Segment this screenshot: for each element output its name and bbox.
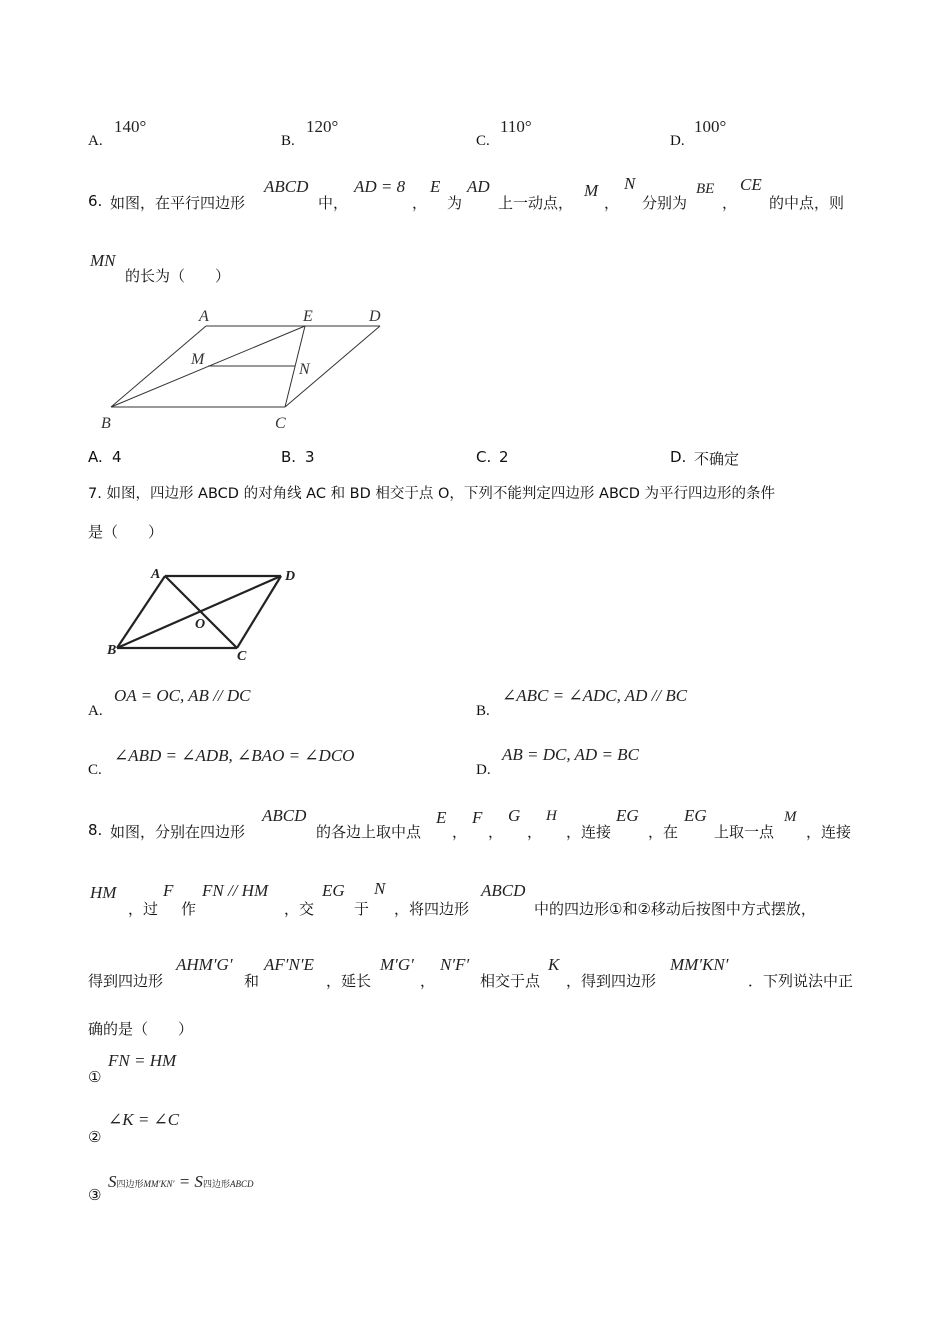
q8-math-k: K [548, 955, 560, 974]
q6-label-n: N [299, 361, 310, 378]
q6-label-c: C [275, 415, 286, 432]
q8-statement-3-sub2: ABCD [229, 1179, 254, 1189]
q8-text-3: ，连接 [566, 823, 612, 841]
q6-math-mn: MN [90, 251, 116, 270]
q8-math-g: G [508, 806, 521, 825]
q8-statement-3-sub2-cn: 四边形 [202, 1180, 230, 1190]
q7-option-d-label: D. [476, 762, 491, 778]
q6-math-e: E [430, 177, 441, 196]
q6-option-d-label: D. [670, 448, 687, 466]
q5-option-b-label: B. [281, 133, 295, 149]
q6-text-7: 分别为 [642, 194, 688, 212]
q7-option-b-value: ∠ABC = ∠ADC, AD // BC [502, 686, 688, 705]
q6-label-b: B [101, 415, 111, 432]
q8-statement-3-sub1-cn: 四边形 [116, 1180, 144, 1190]
q8-comma-2: ， [488, 823, 504, 841]
q6-text-2: 中， [318, 194, 349, 212]
q8-math-fn-parallel-hm: FN // HM [202, 881, 269, 900]
q8-math-e: E [436, 808, 447, 827]
q6-option-d-value: 不确定 [694, 450, 740, 468]
q8-text-11: ，将四边形 [394, 900, 470, 918]
q8-statement-1: FN = HM [108, 1051, 177, 1070]
q8-number: 8. [88, 821, 103, 839]
q6-label-a: A [199, 308, 209, 325]
q6-math-ce: CE [740, 175, 762, 194]
q8-statement-1-mark: ① [88, 1068, 102, 1086]
q7-option-d-value: AB = DC, AD = BC [502, 745, 639, 764]
q7-label-b: B [107, 643, 117, 658]
q5-option-a-value: 140° [114, 117, 147, 136]
q6-number: 6. [88, 192, 103, 210]
q6-math-n: N [624, 174, 636, 193]
q7-label-a: A [151, 567, 161, 582]
q6-text-5: 上一动点， [498, 194, 574, 212]
q8-math-ahmg: AHM′G′ [176, 955, 233, 974]
q8-math-f: F [472, 808, 483, 827]
q8-text-18: ．下列说法中正 [748, 972, 854, 990]
q6-label-m: M [191, 351, 205, 368]
q6-text-8: ， [722, 194, 738, 212]
q6-text-9: 的中点，则 [769, 194, 845, 212]
q8-math-hm: HM [90, 883, 117, 902]
q6-parallelogram-figure [95, 305, 395, 435]
q6-label-d: D [369, 308, 381, 325]
q5-option-a-label: A. [88, 133, 103, 149]
q8-text-13: 得到四边形 [88, 972, 164, 990]
q8-math-m: M [784, 809, 797, 825]
q6-option-b-label: B. [281, 448, 297, 466]
q6-text-1: 如图，在平行四边形 [110, 194, 246, 212]
q6-option-a-label: A. [88, 448, 103, 466]
q8-statement-3-sub1: MM′KN′ [143, 1179, 175, 1189]
q8-math-abcd: ABCD [262, 806, 307, 825]
q7-label-d: D [285, 569, 296, 584]
q8-text-15: ，延长 [326, 972, 372, 990]
q8-text-1: 如图，分别在四边形 [110, 823, 246, 841]
q7-option-c-label: C. [88, 762, 102, 778]
q8-statement-3-eq: = S [174, 1172, 203, 1191]
q7-text-line-1: 7. 如图，四边形 ABCD 的对角线 AC 和 BD 相交于点 O，下列不能判定四边形 ABCD 为平行四边形的条件 [88, 486, 776, 502]
q8-math-n: N [374, 879, 386, 898]
q8-math-nf: N′F′ [440, 955, 470, 974]
q6-math-ad: AD [467, 177, 490, 196]
q5-option-c-value: 110° [500, 117, 532, 136]
q6-math-be: BE [696, 181, 715, 197]
q6-option-b-value: 3 [305, 448, 315, 466]
q8-text-19: 确的是（ ） [88, 1020, 194, 1038]
q8-math-afne: AF′N′E [264, 955, 314, 974]
q5-option-d-value: 100° [694, 117, 727, 136]
q7-option-c-value: ∠ABD = ∠ADB, ∠BAO = ∠DCO [114, 746, 355, 765]
q6-label-e: E [303, 308, 313, 325]
q6-option-c-value: 2 [499, 448, 509, 466]
q6-math-abcd: ABCD [264, 177, 309, 196]
q8-text-10: 于 [354, 900, 370, 918]
q8-statement-2-mark: ② [88, 1128, 102, 1146]
q6-text-10: 的长为（ ） [125, 267, 231, 285]
q8-statement-3-mark: ③ [88, 1186, 102, 1204]
q8-math-abcd-2: ABCD [481, 881, 526, 900]
q7-text-line-2: 是（ ） [88, 523, 164, 541]
q8-statement-3 [108, 1172, 253, 1192]
q6-math-m: M [584, 181, 599, 200]
q7-option-b-label: B. [476, 703, 490, 719]
q6-text-6: ， [604, 194, 620, 212]
q7-quadrilateral-figure [105, 562, 305, 667]
q5-option-d-label: D. [670, 133, 685, 149]
q7-label-o: O [195, 617, 206, 632]
q7-option-a-value: OA = OC, AB // DC [114, 686, 251, 705]
q6-text-3: ， [412, 194, 428, 212]
q8-text-12: 中的四边形①和②移动后按图中方式摆放， [534, 900, 816, 918]
q6-option-a-value: 4 [112, 448, 122, 466]
q8-math-eg-2: EG [684, 806, 707, 825]
q8-math-eg: EG [616, 806, 639, 825]
q7-option-a-label: A. [88, 703, 103, 719]
q8-text-9: ，交 [284, 900, 315, 918]
q8-text-16: 相交于点 [480, 972, 541, 990]
q8-text-4: ，在 [648, 823, 679, 841]
q8-text-7: ，过 [128, 900, 159, 918]
q8-text-17: ，得到四边形 [566, 972, 657, 990]
q8-statement-3-s: S [108, 1172, 117, 1191]
q6-option-c-label: C. [476, 448, 492, 466]
q8-math-mmkn: MM′KN′ [670, 955, 729, 974]
q8-comma-1: ， [452, 823, 468, 841]
q8-math-f-2: F [163, 881, 174, 900]
q8-statement-2: ∠K = ∠C [108, 1110, 180, 1129]
q8-text-6: ，连接 [806, 823, 852, 841]
q5-option-b-value: 120° [306, 117, 339, 136]
q8-math-mg: M′G′ [380, 955, 414, 974]
q8-text-2: 的各边上取中点 [316, 823, 422, 841]
q7-label-c: C [237, 649, 247, 664]
q8-text-14: 和 [244, 972, 260, 990]
q8-text-8: 作 [181, 900, 197, 918]
q6-text-4: 为 [447, 194, 463, 212]
q8-math-eg-3: EG [322, 881, 345, 900]
q8-text-5: 上取一点 [714, 823, 775, 841]
q8-math-h: H [546, 808, 557, 824]
q6-math-ad8: AD = 8 [354, 177, 406, 196]
q8-comma-3: ， [527, 823, 543, 841]
q5-option-c-label: C. [476, 133, 490, 149]
q8-comma-4: ， [420, 972, 436, 990]
